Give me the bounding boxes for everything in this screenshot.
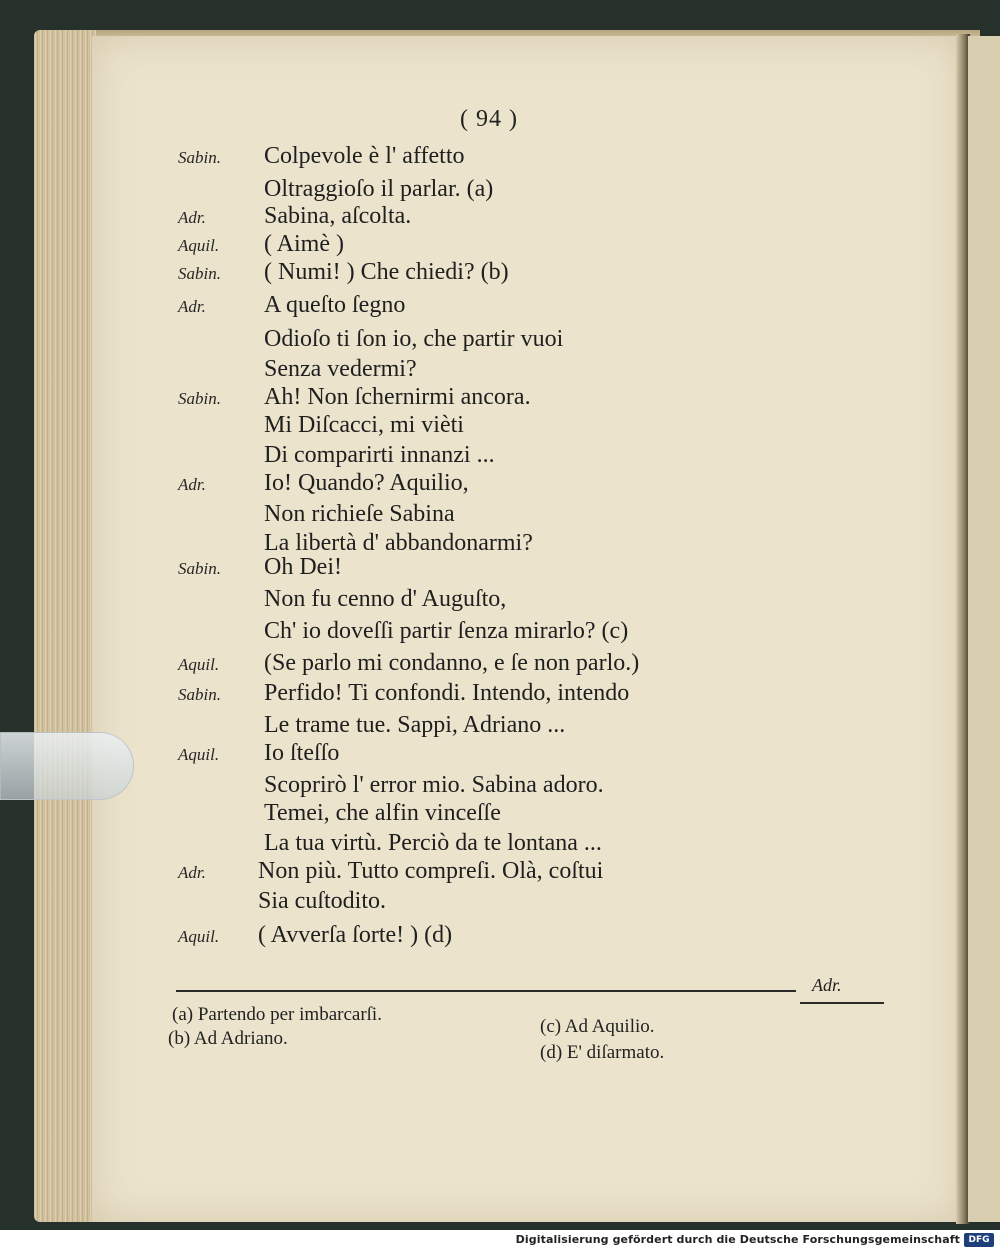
speaker-label: Sabin. <box>178 685 221 704</box>
speaker-label: Sabin. <box>178 264 221 283</box>
verse-line: Colpevole è l' affetto <box>264 143 465 169</box>
speaker-label: Aquil. <box>178 655 220 674</box>
page-number-head: ( 94 ) <box>460 106 518 132</box>
verse-line: Perfido! Ti confondi. Intendo, intendo <box>264 680 630 706</box>
verse-line: Mi Diſcacci, mi vièti <box>264 412 464 438</box>
catchword-rule <box>800 1002 884 1004</box>
speaker-label: Aquil. <box>178 927 220 946</box>
book-page-edges <box>34 30 96 1222</box>
verse-line: Scoprirò l' error mio. Sabina adoro. <box>264 772 604 798</box>
show-through <box>560 130 760 430</box>
verse-line: (Se parlo mi condanno, e ſe non parlo.) <box>264 650 640 676</box>
verse-line: Ch' io doveſſi partir ſenza mirarlo? (c) <box>264 618 629 644</box>
verse-line: Sabina, aſcolta. <box>264 203 412 229</box>
verse-line: Odioſo ti ſon io, che partir vuoi <box>264 326 564 352</box>
verse-line: Temei, che alfin vinceſſe <box>264 800 501 826</box>
footnote-rule <box>176 990 796 992</box>
verse-line: La libertà d' abbandonarmi? <box>264 530 533 556</box>
verse-line: Sia cuſtodito. <box>258 888 386 914</box>
catchword: Adr. <box>812 975 842 995</box>
verse-line: ( Avverſa ſorte! ) (d) <box>258 922 453 948</box>
footnote-b: (b) Ad Adriano. <box>168 1028 288 1049</box>
verse-line: Non più. Tutto compreſi. Olà, coſtui <box>258 858 604 884</box>
credit-text: Digitalisierung gefördert durch die Deutsche Forschungsgemeinschaft <box>515 1233 960 1246</box>
verse-line: Non richieſe Sabina <box>264 501 455 527</box>
verse-line: Io! Quando? Aquilio, <box>264 470 469 496</box>
verse-line: ( Numi! ) Che chiedi? (b) <box>264 259 509 285</box>
speaker-label: Sabin. <box>178 389 221 408</box>
speaker-label: Adr. <box>178 863 206 882</box>
verse-line: Oltraggioſo il parlar. (a) <box>264 176 494 202</box>
speaker-label: Adr. <box>178 297 206 316</box>
verse-line: Senza vedermi? <box>264 356 417 382</box>
facing-page-edge <box>968 36 1000 1222</box>
verse-line: Le trame tue. Sappi, Adriano ... <box>264 712 566 738</box>
verse-line: Non fu cenno d' Auguſto, <box>264 586 507 612</box>
verse-line: A queſto ſegno <box>264 292 406 318</box>
dfg-logo: DFG <box>964 1233 994 1247</box>
verse-line: Ah! Non ſchernirmi ancora. <box>264 384 531 410</box>
speaker-label: Sabin. <box>178 559 221 578</box>
verse-line: Oh Dei! <box>264 554 342 580</box>
footnote-a: (a) Partendo per imbarcarſi. <box>172 1004 382 1025</box>
thumb-holder <box>0 732 134 800</box>
speaker-label: Sabin. <box>178 148 221 167</box>
speaker-label: Adr. <box>178 475 206 494</box>
footnote-c: (c) Ad Aquilio. <box>540 1016 655 1037</box>
speaker-label: Adr. <box>178 208 206 227</box>
verse-line: ( Aimè ) <box>264 231 344 257</box>
verse-line: Io ſteſſo <box>264 740 340 766</box>
verse-line: Di comparirti innanzi ... <box>264 442 495 468</box>
speaker-label: Aquil. <box>178 745 220 764</box>
speaker-label: Aquil. <box>178 236 220 255</box>
footnote-d: (d) E' diſarmato. <box>540 1042 665 1063</box>
verse-line: La tua virtù. Perciò da te lontana ... <box>264 830 602 856</box>
